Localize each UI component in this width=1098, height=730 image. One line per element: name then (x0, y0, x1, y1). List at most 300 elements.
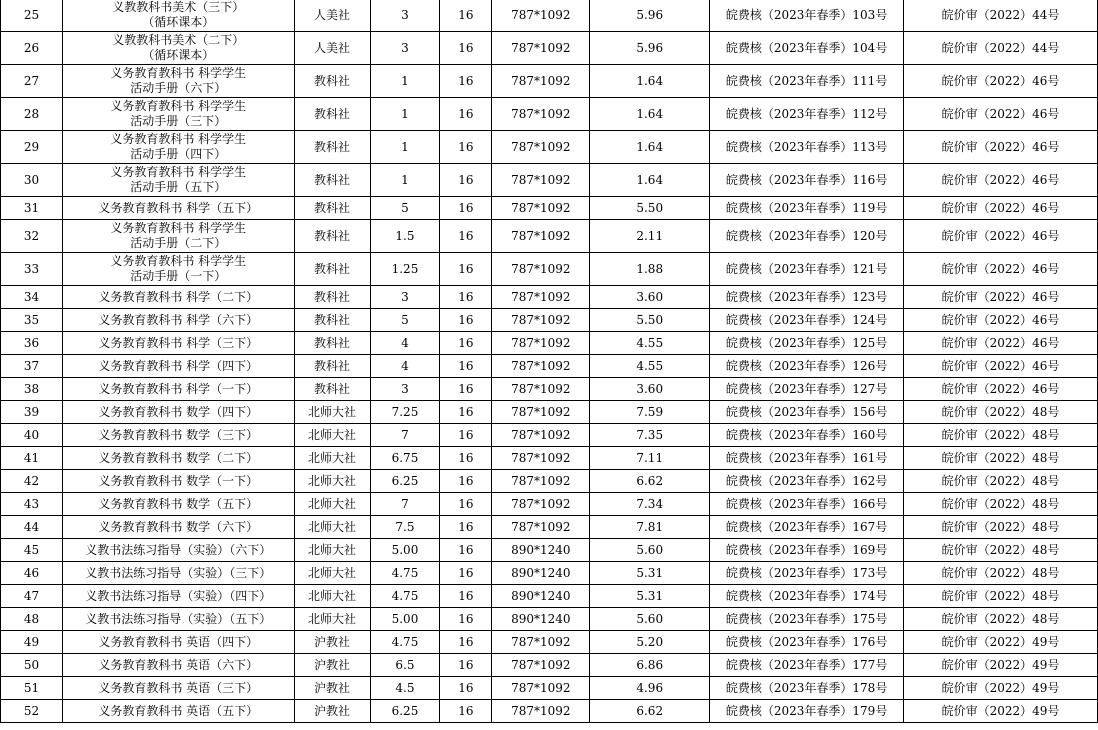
publisher-cell: 教科社 (294, 164, 370, 197)
sheet-count-cell: 7.5 (370, 516, 440, 539)
publisher-cell: 北师大社 (294, 539, 370, 562)
price-cell: 5.31 (590, 562, 710, 585)
price-cell: 5.96 (590, 32, 710, 65)
format-cell: 16 (440, 131, 492, 164)
table-row (1, 585, 1098, 608)
book-title-cell (62, 131, 294, 164)
paper-size-cell: 787*1092 (492, 286, 590, 309)
book-title-line: 义务教育教科书 数学（五下） (98, 496, 259, 511)
publisher-cell: 北师大社 (294, 424, 370, 447)
publisher-cell: 北师大社 (294, 562, 370, 585)
sheet-count-cell: 1 (370, 131, 440, 164)
price-cell: 7.81 (590, 516, 710, 539)
paper-size-cell: 787*1092 (492, 253, 590, 286)
table-row (1, 98, 1098, 131)
publisher-cell: 北师大社 (294, 401, 370, 424)
table-row (1, 131, 1098, 164)
book-title-line: 义务教育教科书 科学学生 (110, 165, 247, 179)
audit-number-cell: 皖价审（2022）49号 (904, 677, 1098, 700)
format-cell: 16 (440, 493, 492, 516)
book-title-line: 义务教育教科书 英语（三下） (98, 680, 259, 695)
publisher-cell: 教科社 (294, 378, 370, 401)
paper-size-cell: 890*1240 (492, 562, 590, 585)
row-number-cell: 37 (1, 355, 63, 378)
format-cell: 16 (440, 677, 492, 700)
table-row (1, 539, 1098, 562)
book-title-cell (62, 355, 294, 378)
approval-number-cell: 皖费核（2023年春季）127号 (710, 378, 904, 401)
book-title-cell (62, 539, 294, 562)
book-title-cell (62, 447, 294, 470)
format-cell: 16 (440, 197, 492, 220)
book-title-line: 义务教育教科书 科学（一下） (98, 381, 259, 396)
audit-number-cell: 皖价审（2022）44号 (904, 0, 1098, 32)
row-number-cell: 25 (1, 0, 63, 32)
publisher-cell: 北师大社 (294, 516, 370, 539)
row-number-cell: 46 (1, 562, 63, 585)
table-row (1, 32, 1098, 65)
paper-size-cell: 787*1092 (492, 378, 590, 401)
approval-number-cell: 皖费核（2023年春季）169号 (710, 539, 904, 562)
price-cell: 7.35 (590, 424, 710, 447)
table-row (1, 424, 1098, 447)
approval-number-cell: 皖费核（2023年春季）177号 (710, 654, 904, 677)
price-cell: 4.96 (590, 677, 710, 700)
approval-number-cell: 皖费核（2023年春季）178号 (710, 677, 904, 700)
book-title-cell (62, 332, 294, 355)
price-cell: 1.64 (590, 65, 710, 98)
book-title-cell (62, 608, 294, 631)
book-title-line: 义务教育教科书 科学（四下） (98, 358, 259, 373)
row-number-cell: 36 (1, 332, 63, 355)
paper-size-cell: 787*1092 (492, 470, 590, 493)
row-number-cell: 31 (1, 197, 63, 220)
approval-number-cell: 皖费核（2023年春季）126号 (710, 355, 904, 378)
table-row (1, 197, 1098, 220)
book-title-line: 义教书法练习指导（实验）（三下） (85, 565, 272, 580)
format-cell: 16 (440, 562, 492, 585)
row-number-cell: 51 (1, 677, 63, 700)
price-cell: 7.11 (590, 447, 710, 470)
sheet-count-cell: 5 (370, 197, 440, 220)
paper-size-cell: 787*1092 (492, 65, 590, 98)
book-title-line: 义务教育教科书 科学学生 (110, 132, 247, 146)
row-number-cell: 44 (1, 516, 63, 539)
audit-number-cell: 皖价审（2022）46号 (904, 65, 1098, 98)
row-number-cell: 40 (1, 424, 63, 447)
book-title-line: 义务教育教科书 科学（三下） (98, 335, 259, 350)
approval-number-cell: 皖费核（2023年春季）120号 (710, 220, 904, 253)
price-cell: 7.34 (590, 493, 710, 516)
book-title-line: 活动手册（四下） (130, 147, 227, 161)
format-cell: 16 (440, 65, 492, 98)
publisher-cell: 沪教社 (294, 700, 370, 723)
approval-number-cell: 皖费核（2023年春季）160号 (710, 424, 904, 447)
price-cell: 3.60 (590, 286, 710, 309)
publisher-cell: 教科社 (294, 286, 370, 309)
book-title-line: 活动手册（一下） (130, 269, 227, 283)
format-cell: 16 (440, 631, 492, 654)
audit-number-cell: 皖价审（2022）46号 (904, 197, 1098, 220)
approval-number-cell: 皖费核（2023年春季）113号 (710, 131, 904, 164)
publisher-cell: 教科社 (294, 253, 370, 286)
publisher-cell: 沪教社 (294, 677, 370, 700)
row-number-cell: 28 (1, 98, 63, 131)
table-row (1, 677, 1098, 700)
format-cell: 16 (440, 32, 492, 65)
approval-number-cell: 皖费核（2023年春季）119号 (710, 197, 904, 220)
paper-size-cell: 787*1092 (492, 220, 590, 253)
book-title-line: 义务教育教科书 科学学生 (110, 99, 247, 113)
book-title-cell (62, 470, 294, 493)
table-row (1, 286, 1098, 309)
approval-number-cell: 皖费核（2023年春季）162号 (710, 470, 904, 493)
book-title-line: 义教教科书美术（三下） (112, 0, 245, 14)
format-cell: 16 (440, 98, 492, 131)
format-cell: 16 (440, 470, 492, 493)
row-number-cell: 43 (1, 493, 63, 516)
publisher-cell: 教科社 (294, 131, 370, 164)
price-cell: 5.31 (590, 585, 710, 608)
paper-size-cell: 787*1092 (492, 0, 590, 32)
format-cell: 16 (440, 654, 492, 677)
price-cell: 5.60 (590, 608, 710, 631)
audit-number-cell: 皖价审（2022）46号 (904, 378, 1098, 401)
table-row (1, 562, 1098, 585)
audit-number-cell: 皖价审（2022）48号 (904, 562, 1098, 585)
publisher-cell: 教科社 (294, 355, 370, 378)
book-title-line: 义务教育教科书 科学（二下） (98, 289, 259, 304)
book-title-line: 义务教育教科书 数学（四下） (98, 404, 259, 419)
book-title-line: 义务教育教科书 科学学生 (110, 66, 247, 80)
book-title-cell (62, 32, 294, 65)
approval-number-cell: 皖费核（2023年春季）103号 (710, 0, 904, 32)
sheet-count-cell: 3 (370, 378, 440, 401)
audit-number-cell: 皖价审（2022）46号 (904, 131, 1098, 164)
price-cell: 7.59 (590, 401, 710, 424)
table-row (1, 65, 1098, 98)
audit-number-cell: 皖价审（2022）48号 (904, 424, 1098, 447)
table-row (1, 253, 1098, 286)
paper-size-cell: 787*1092 (492, 401, 590, 424)
sheet-count-cell: 5.00 (370, 608, 440, 631)
table-row (1, 220, 1098, 253)
price-cell: 5.60 (590, 539, 710, 562)
table-row (1, 309, 1098, 332)
row-number-cell: 33 (1, 253, 63, 286)
audit-number-cell: 皖价审（2022）48号 (904, 447, 1098, 470)
price-cell: 3.60 (590, 378, 710, 401)
paper-size-cell: 890*1240 (492, 608, 590, 631)
audit-number-cell: 皖价审（2022）48号 (904, 608, 1098, 631)
paper-size-cell: 787*1092 (492, 197, 590, 220)
publisher-cell: 教科社 (294, 220, 370, 253)
format-cell: 16 (440, 253, 492, 286)
publisher-cell: 北师大社 (294, 608, 370, 631)
row-number-cell: 42 (1, 470, 63, 493)
book-title-line: 义务教育教科书 数学（二下） (98, 450, 259, 465)
audit-number-cell: 皖价审（2022）46号 (904, 286, 1098, 309)
book-title-cell (62, 253, 294, 286)
price-cell: 6.62 (590, 470, 710, 493)
format-cell: 16 (440, 401, 492, 424)
book-title-line: 义务教育教科书 英语（六下） (98, 657, 259, 672)
row-number-cell: 29 (1, 131, 63, 164)
format-cell: 16 (440, 164, 492, 197)
book-title-cell (62, 197, 294, 220)
format-cell: 16 (440, 447, 492, 470)
price-cell: 4.55 (590, 332, 710, 355)
format-cell: 16 (440, 309, 492, 332)
approval-number-cell: 皖费核（2023年春季）174号 (710, 585, 904, 608)
sheet-count-cell: 6.25 (370, 470, 440, 493)
paper-size-cell: 787*1092 (492, 424, 590, 447)
format-cell: 16 (440, 516, 492, 539)
table-row (1, 0, 1098, 32)
price-cell: 1.64 (590, 164, 710, 197)
table-row (1, 631, 1098, 654)
audit-number-cell: 皖价审（2022）48号 (904, 493, 1098, 516)
table-row (1, 700, 1098, 723)
book-title-line: （循环课本） (142, 48, 215, 62)
approval-number-cell: 皖费核（2023年春季）173号 (710, 562, 904, 585)
book-title-cell (62, 0, 294, 32)
sheet-count-cell: 6.25 (370, 700, 440, 723)
format-cell: 16 (440, 220, 492, 253)
price-cell: 2.11 (590, 220, 710, 253)
approval-number-cell: 皖费核（2023年春季）156号 (710, 401, 904, 424)
table-row (1, 401, 1098, 424)
sheet-count-cell: 7 (370, 493, 440, 516)
sheet-count-cell: 4.75 (370, 631, 440, 654)
publisher-cell: 教科社 (294, 65, 370, 98)
price-cell: 1.88 (590, 253, 710, 286)
format-cell: 16 (440, 424, 492, 447)
row-number-cell: 39 (1, 401, 63, 424)
approval-number-cell: 皖费核（2023年春季）166号 (710, 493, 904, 516)
publisher-cell: 教科社 (294, 309, 370, 332)
row-number-cell: 27 (1, 65, 63, 98)
audit-number-cell: 皖价审（2022）49号 (904, 631, 1098, 654)
format-cell: 16 (440, 0, 492, 32)
book-title-cell (62, 516, 294, 539)
sheet-count-cell: 3 (370, 0, 440, 32)
sheet-count-cell: 4 (370, 332, 440, 355)
audit-number-cell: 皖价审（2022）48号 (904, 470, 1098, 493)
paper-size-cell: 787*1092 (492, 493, 590, 516)
sheet-count-cell: 4 (370, 355, 440, 378)
table-row (1, 608, 1098, 631)
sheet-count-cell: 4.75 (370, 585, 440, 608)
sheet-count-cell: 1.25 (370, 253, 440, 286)
book-title-line: 活动手册（二下） (130, 236, 227, 250)
format-cell: 16 (440, 585, 492, 608)
table-row (1, 378, 1098, 401)
book-title-cell (62, 677, 294, 700)
book-title-line: 活动手册（三下） (130, 114, 227, 128)
publisher-cell: 人美社 (294, 0, 370, 32)
price-cell: 5.20 (590, 631, 710, 654)
row-number-cell: 52 (1, 700, 63, 723)
paper-size-cell: 787*1092 (492, 355, 590, 378)
audit-number-cell: 皖价审（2022）48号 (904, 539, 1098, 562)
audit-number-cell: 皖价审（2022）46号 (904, 332, 1098, 355)
book-title-cell (62, 700, 294, 723)
paper-size-cell: 787*1092 (492, 332, 590, 355)
approval-number-cell: 皖费核（2023年春季）121号 (710, 253, 904, 286)
price-cell: 5.50 (590, 309, 710, 332)
audit-number-cell: 皖价审（2022）46号 (904, 309, 1098, 332)
book-title-line: 义务教育教科书 英语（四下） (98, 634, 259, 649)
row-number-cell: 45 (1, 539, 63, 562)
price-cell: 1.64 (590, 98, 710, 131)
book-title-cell (62, 401, 294, 424)
publisher-cell: 沪教社 (294, 654, 370, 677)
audit-number-cell: 皖价审（2022）46号 (904, 164, 1098, 197)
book-title-line: 义教书法练习指导（实验）（六下） (85, 542, 272, 557)
format-cell: 16 (440, 332, 492, 355)
row-number-cell: 50 (1, 654, 63, 677)
paper-size-cell: 787*1092 (492, 32, 590, 65)
sheet-count-cell: 4.5 (370, 677, 440, 700)
book-title-line: 义务教育教科书 科学学生 (110, 254, 247, 268)
book-title-cell (62, 65, 294, 98)
book-title-line: 义教书法练习指导（实验）（五下） (85, 611, 272, 626)
publisher-cell: 北师大社 (294, 493, 370, 516)
book-title-cell (62, 164, 294, 197)
paper-size-cell: 890*1240 (492, 539, 590, 562)
sheet-count-cell: 1 (370, 98, 440, 131)
sheet-count-cell: 1.5 (370, 220, 440, 253)
row-number-cell: 30 (1, 164, 63, 197)
paper-size-cell: 787*1092 (492, 447, 590, 470)
book-title-line: 义务教育教科书 数学（六下） (98, 519, 259, 534)
format-cell: 16 (440, 539, 492, 562)
row-number-cell: 48 (1, 608, 63, 631)
table-row (1, 654, 1098, 677)
book-title-cell (62, 585, 294, 608)
paper-size-cell: 787*1092 (492, 98, 590, 131)
price-cell: 5.50 (590, 197, 710, 220)
audit-number-cell: 皖价审（2022）46号 (904, 355, 1098, 378)
table-row (1, 332, 1098, 355)
sheet-count-cell: 6.75 (370, 447, 440, 470)
approval-number-cell: 皖费核（2023年春季）176号 (710, 631, 904, 654)
publisher-cell: 教科社 (294, 332, 370, 355)
sheet-count-cell: 7 (370, 424, 440, 447)
paper-size-cell: 787*1092 (492, 700, 590, 723)
table-row (1, 355, 1098, 378)
row-number-cell: 47 (1, 585, 63, 608)
sheet-count-cell: 7.25 (370, 401, 440, 424)
approval-number-cell: 皖费核（2023年春季）124号 (710, 309, 904, 332)
row-number-cell: 49 (1, 631, 63, 654)
row-number-cell: 41 (1, 447, 63, 470)
book-title-cell (62, 424, 294, 447)
row-number-cell: 35 (1, 309, 63, 332)
row-number-cell: 26 (1, 32, 63, 65)
book-title-line: 义教书法练习指导（实验）（四下） (85, 588, 272, 603)
approval-number-cell: 皖费核（2023年春季）112号 (710, 98, 904, 131)
sheet-count-cell: 1 (370, 65, 440, 98)
book-title-line: （循环课本） (142, 15, 215, 29)
book-title-cell (62, 493, 294, 516)
price-cell: 6.62 (590, 700, 710, 723)
book-title-line: 义教教科书美术（二下） (112, 33, 245, 47)
table-row (1, 470, 1098, 493)
sheet-count-cell: 5 (370, 309, 440, 332)
sheet-count-cell: 5.00 (370, 539, 440, 562)
row-number-cell: 32 (1, 220, 63, 253)
paper-size-cell: 787*1092 (492, 654, 590, 677)
approval-number-cell: 皖费核（2023年春季）175号 (710, 608, 904, 631)
paper-size-cell: 890*1240 (492, 585, 590, 608)
sheet-count-cell: 4.75 (370, 562, 440, 585)
format-cell: 16 (440, 608, 492, 631)
price-cell: 4.55 (590, 355, 710, 378)
price-cell: 5.96 (590, 0, 710, 32)
paper-size-cell: 787*1092 (492, 164, 590, 197)
book-title-line: 活动手册（六下） (130, 81, 227, 95)
audit-number-cell: 皖价审（2022）44号 (904, 32, 1098, 65)
audit-number-cell: 皖价审（2022）46号 (904, 220, 1098, 253)
book-title-line: 义务教育教科书 科学（五下） (98, 200, 259, 215)
publisher-cell: 北师大社 (294, 585, 370, 608)
book-title-cell (62, 286, 294, 309)
sheet-count-cell: 1 (370, 164, 440, 197)
publisher-cell: 北师大社 (294, 470, 370, 493)
paper-size-cell: 787*1092 (492, 677, 590, 700)
paper-size-cell: 787*1092 (492, 516, 590, 539)
sheet-count-cell: 3 (370, 32, 440, 65)
paper-size-cell: 787*1092 (492, 631, 590, 654)
book-title-line: 义务教育教科书 数学（一下） (98, 473, 259, 488)
sheet-count-cell: 3 (370, 286, 440, 309)
table-row (1, 493, 1098, 516)
book-title-line: 活动手册（五下） (130, 180, 227, 194)
audit-number-cell: 皖价审（2022）48号 (904, 585, 1098, 608)
book-title-cell (62, 309, 294, 332)
row-number-cell: 34 (1, 286, 63, 309)
price-cell: 1.64 (590, 131, 710, 164)
format-cell: 16 (440, 286, 492, 309)
audit-number-cell: 皖价审（2022）49号 (904, 654, 1098, 677)
book-title-cell (62, 378, 294, 401)
book-title-line: 义务教育教科书 数学（三下） (98, 427, 259, 442)
audit-number-cell: 皖价审（2022）46号 (904, 253, 1098, 286)
table-body (1, 0, 1098, 723)
table-row (1, 447, 1098, 470)
book-title-line: 义务教育教科书 科学学生 (110, 221, 247, 235)
approval-number-cell: 皖费核（2023年春季）111号 (710, 65, 904, 98)
approval-number-cell: 皖费核（2023年春季）125号 (710, 332, 904, 355)
publisher-cell: 沪教社 (294, 631, 370, 654)
row-number-cell: 38 (1, 378, 63, 401)
audit-number-cell: 皖价审（2022）48号 (904, 401, 1098, 424)
format-cell: 16 (440, 355, 492, 378)
approval-number-cell: 皖费核（2023年春季）104号 (710, 32, 904, 65)
book-title-cell (62, 562, 294, 585)
book-title-line: 义务教育教科书 英语（五下） (98, 703, 259, 718)
sheet-count-cell: 6.5 (370, 654, 440, 677)
publisher-cell: 教科社 (294, 197, 370, 220)
audit-number-cell: 皖价审（2022）48号 (904, 516, 1098, 539)
book-title-cell (62, 654, 294, 677)
format-cell: 16 (440, 378, 492, 401)
paper-size-cell: 787*1092 (492, 131, 590, 164)
approval-number-cell: 皖费核（2023年春季）167号 (710, 516, 904, 539)
approval-number-cell: 皖费核（2023年春季）179号 (710, 700, 904, 723)
